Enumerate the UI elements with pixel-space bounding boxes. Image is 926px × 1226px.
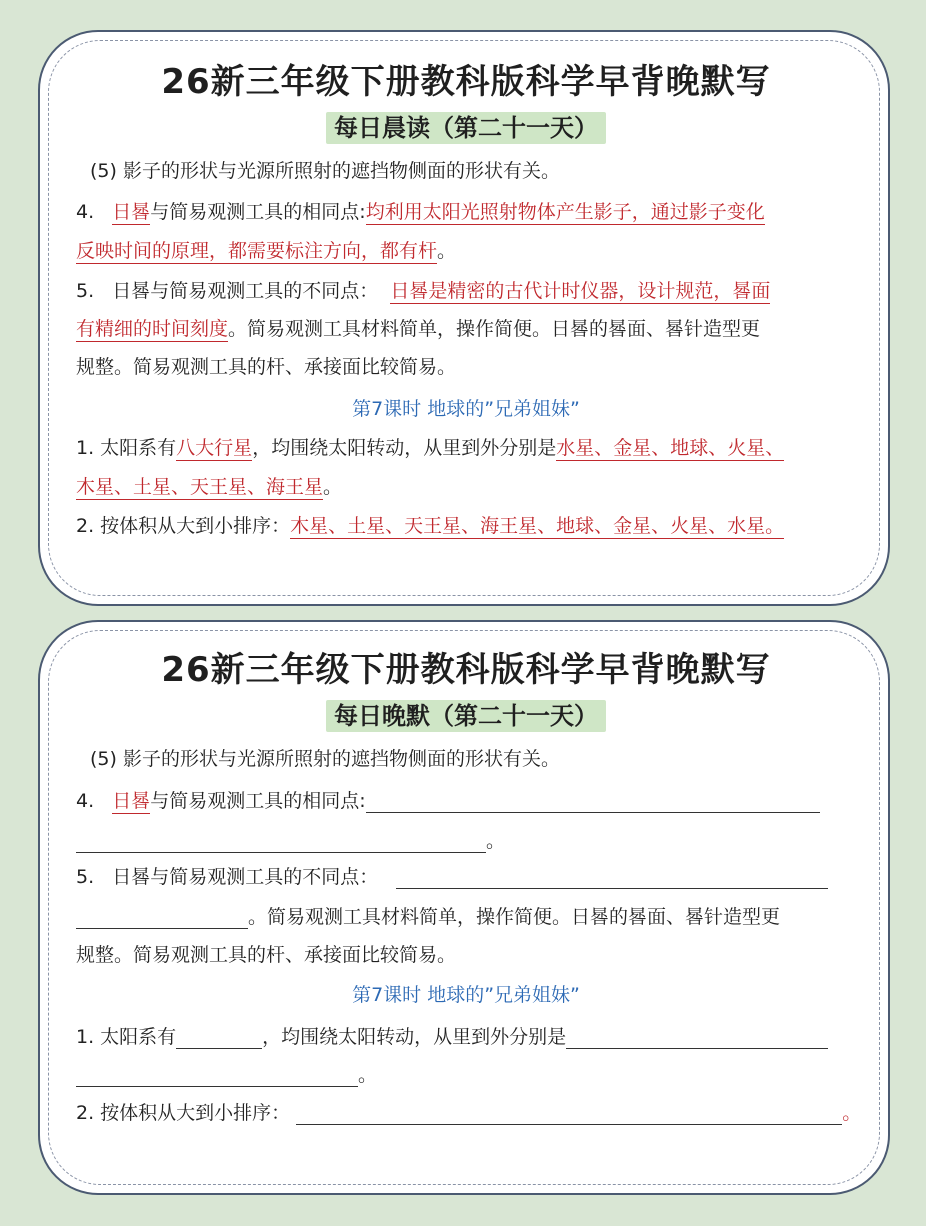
s2: [76, 511, 784, 538]
q4-end: 。: [437, 240, 457, 262]
s2-end: 。: [842, 1102, 862, 1124]
s1-end: 。: [323, 476, 343, 498]
blank-line[interactable]: [396, 868, 828, 889]
subtitle-wrap-2: [40, 696, 892, 731]
s1: [76, 433, 784, 460]
q4-text-2: 与简易观测工具的相同点:: [150, 790, 366, 812]
question-4: [76, 197, 765, 224]
s1-cont: [76, 472, 342, 499]
blank-line[interactable]: [176, 1028, 262, 1049]
blank-line[interactable]: [76, 832, 486, 853]
q4-number-2: 4.: [76, 790, 95, 812]
q4-number: 4.: [76, 201, 95, 223]
question-4-blank-cont: [76, 826, 505, 853]
s2-pre: 2. 按体积从大到小排序：: [76, 515, 291, 537]
blank-line[interactable]: [76, 1066, 358, 1087]
question-5-cont: [76, 314, 760, 341]
subtitle: 每日晨读（第二十一天）: [326, 112, 606, 144]
question-5-blank: [76, 862, 828, 889]
s1-blank-cont: [76, 1060, 377, 1087]
s1-pre: 1. 太阳系有: [76, 437, 177, 459]
s2-answer: 木星、土星、天王星、海王星、地球、金星、火星、水星。: [290, 515, 785, 537]
q5-rest-b: 。简易观测工具材料简单，操作简便。日晷的晷面、晷针造型更: [248, 906, 781, 928]
q5-answer-1: 日晷是精密的古代计时仪器，设计规范，晷面: [390, 280, 771, 302]
q4-keyword: 日晷: [112, 201, 151, 223]
s1-answer-3: 木星、土星、天王星、海王星: [76, 476, 324, 498]
q5-rest-2-b: 规整。简易观测工具的杆、承接面比较简易。: [76, 944, 457, 966]
q5-answer-2: 有精细的时间刻度: [76, 318, 229, 340]
page-title-2: 26新三年级下册教科版科学早背晚默写: [161, 650, 771, 690]
evening-card: [38, 620, 890, 1195]
q4-end-2: 。: [486, 830, 506, 852]
s1-blank: [76, 1022, 828, 1049]
question-5-blank-cont: [76, 902, 780, 929]
lesson-heading-2: 第7课时 地球的”兄弟姐妹”: [352, 984, 580, 1006]
subtitle-2: 每日晚默（第二十一天）: [326, 700, 606, 732]
point-5-2: (5) 影子的形状与光源所照射的遮挡物侧面的形状有关。: [90, 748, 560, 770]
question-4-cont: [76, 236, 456, 263]
q5-rest-2: 规整。简易观测工具的杆、承接面比较简易。: [76, 356, 457, 378]
subtitle-wrap: [40, 108, 892, 143]
s2-pre-2: 2. 按体积从大到小排序：: [76, 1102, 291, 1124]
page-title: 26新三年级下册教科版科学早背晚默写: [161, 62, 771, 102]
q5-text-2: 日晷与简易观测工具的不同点：: [112, 866, 379, 888]
blank-line[interactable]: [366, 792, 820, 813]
s1-mid-2: ，均围绕太阳转动，从里到外分别是: [262, 1026, 567, 1048]
q5-number-2: 5.: [76, 866, 95, 888]
morning-card: [38, 30, 890, 606]
blank-line[interactable]: [76, 908, 248, 929]
s1-mid: ，均围绕太阳转动，从里到外分别是: [252, 437, 557, 459]
s1-answer: 八大行星: [176, 437, 253, 459]
lesson-heading: 第7课时 地球的”兄弟姐妹”: [352, 398, 580, 420]
question-4-blank: [76, 786, 820, 813]
blank-line[interactable]: [566, 1028, 828, 1049]
q4-answer-2: 反映时间的原理，都需要标注方向，都有杆: [76, 240, 438, 262]
blank-line[interactable]: [296, 1104, 842, 1125]
question-5: [76, 276, 770, 303]
q4-keyword-2: 日晷: [112, 790, 151, 812]
s2-blank: [76, 1098, 861, 1125]
s1-answer-2: 水星、金星、地球、火星、: [556, 437, 785, 459]
q4-text: 与简易观测工具的相同点:: [150, 201, 366, 223]
q5-text: 日晷与简易观测工具的不同点：: [112, 280, 379, 302]
point-5: (5) 影子的形状与光源所照射的遮挡物侧面的形状有关。: [90, 160, 560, 182]
q5-number: 5.: [76, 280, 95, 302]
s1-end-2: 。: [358, 1064, 378, 1086]
q5-rest: 。简易观测工具材料简单，操作简便。日晷的晷面、晷针造型更: [228, 318, 761, 340]
q4-answer-1: 均利用太阳光照射物体产生影子，通过影子变化: [365, 201, 765, 223]
s1-pre-2: 1. 太阳系有: [76, 1026, 177, 1048]
